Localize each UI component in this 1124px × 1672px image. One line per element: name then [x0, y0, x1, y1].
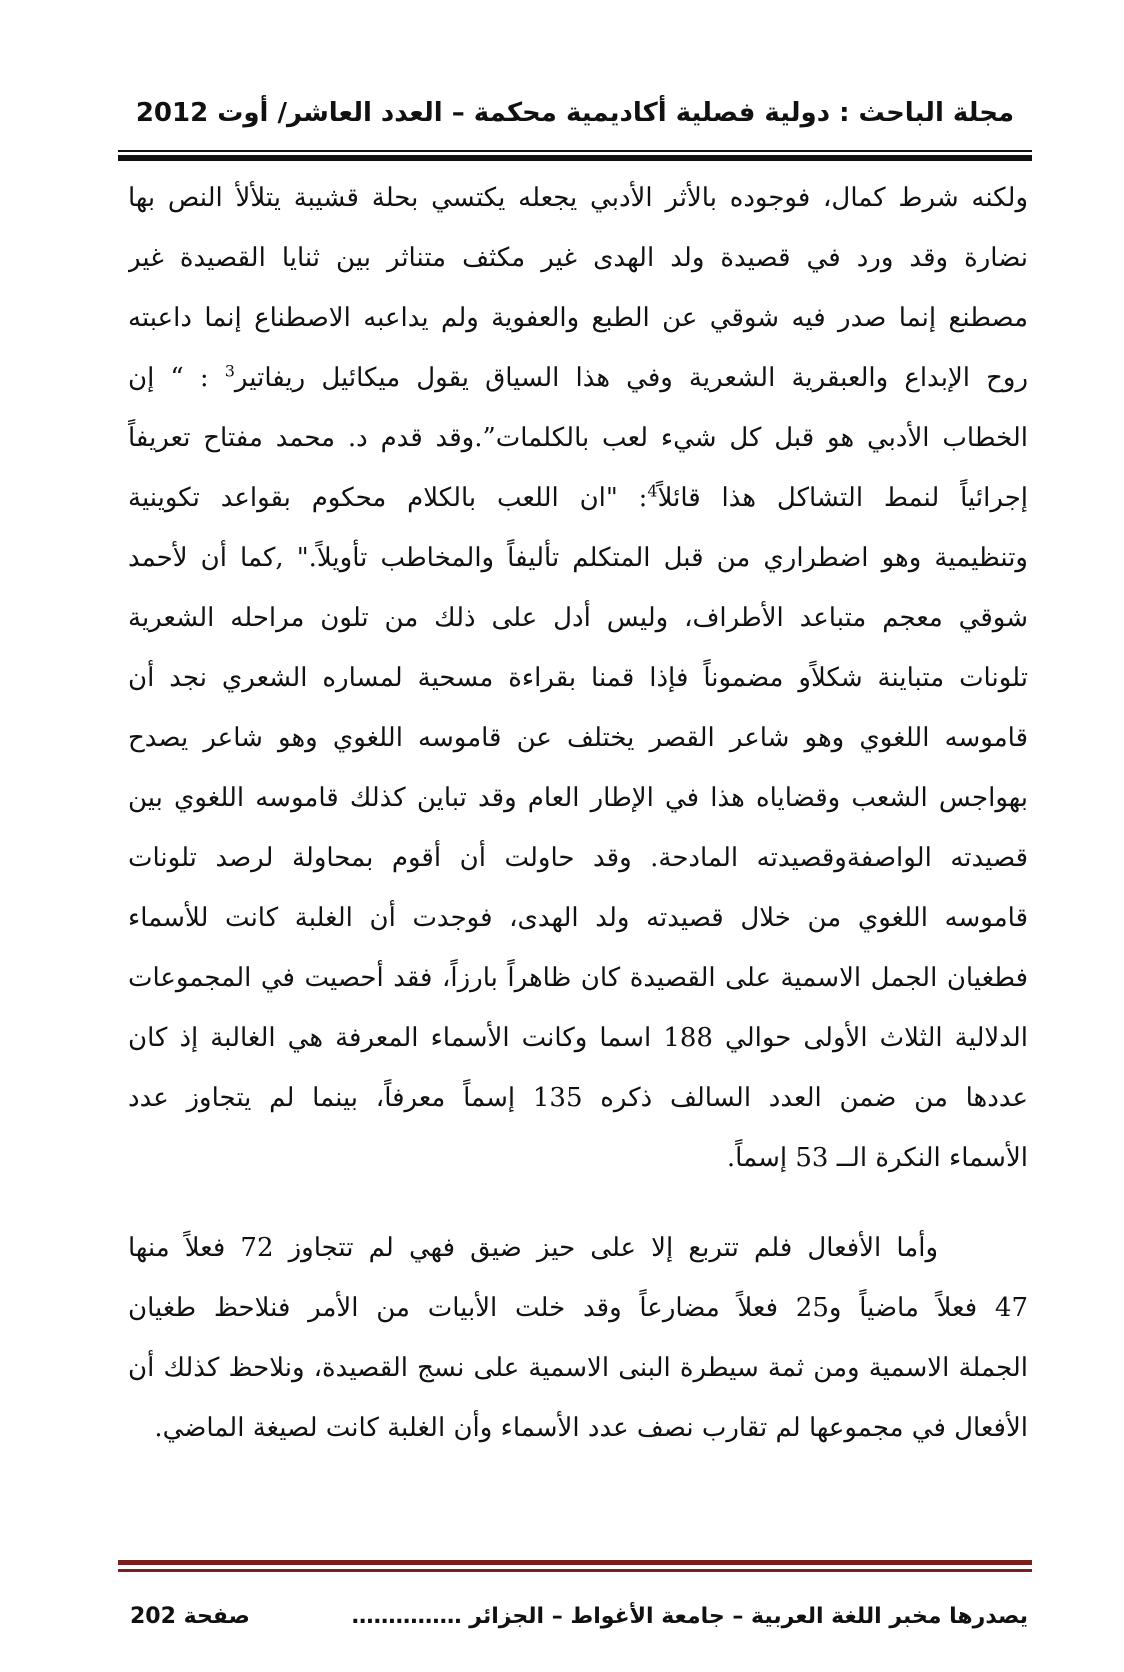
- text-line: بهواجس الشعب وقضاياه هذا في الإطار العام وقد تباين كذلك قاموسه اللغوي بين: [128, 783, 1028, 813]
- text-line: وتنظيمية وهو اضطراري من قبل المتكلم تأليفاً والمخاطب تأويلاً." ,كما أن لأحمد: [128, 543, 1028, 573]
- text-segment: : “ إن: [128, 363, 225, 393]
- text-line: الخطاب الأدبي هو قبل كل شيء لعب بالكلمات”.وقد قدم د. محمد مفتاح تعريفاً: [128, 423, 1028, 453]
- text-line: شوقي معجم متباعد الأطراف، وليس أدل على ذلك من تلون مراحله الشعرية: [128, 603, 1028, 633]
- text-line: قاموسه اللغوي من خلال قصيدته ولد الهدى، فوجدت أن الغلبة كانت للأسماء: [128, 903, 1028, 933]
- text-segment: : "ان اللعب بالكلام محكوم بقواعد تكوينية: [128, 483, 648, 513]
- text-line: الأفعال في مجموعها لم تقارب نصف عدد الأسماء وأن الغلبة كانت لصيغة الماضي.: [154, 1413, 1028, 1443]
- text-line: قصيدته الواصفةوقصيدته المادحة. وقد حاولت أن أقوم بمحاولة لرصد تلونات: [128, 843, 1028, 873]
- footnote-reference[interactable]: 3: [224, 361, 235, 381]
- text-line: وأما الأفعال فلم تتربع إلا على حيز ضيق فهي لم تتجاوز 72 فعلاً منها: [128, 1233, 938, 1263]
- footer-divider-thick: [118, 1560, 1032, 1565]
- header-divider-thin: [118, 150, 1032, 152]
- footer-page-number: صفحة 202: [130, 1604, 250, 1629]
- text-line: قاموسه اللغوي وهو شاعر القصر يختلف عن قاموسه اللغوي وهو شاعر يصدح: [128, 723, 1028, 753]
- text-line: فطغيان الجمل الاسمية على القصيدة كان ظاهراً بارزاً، فقد أحصيت في المجموعات: [128, 963, 1028, 993]
- text-line: الأسماء النكرة الــ 53 إسماً.: [726, 1143, 1028, 1173]
- text-line: تلونات متباينة شكلاًو مضموناً فإذا قمنا بقراءة مسحية لمساره الشعري نجد أن: [128, 663, 1028, 693]
- footer-divider-thin: [118, 1569, 1032, 1572]
- text-segment: إجرائياً لنمط التشاكل هذا قائلاً: [657, 483, 1028, 513]
- journal-header-title: مجلة الباحث : دولية فصلية أكاديمية محكمة – العدد العاشر/ أوت 2012: [135, 98, 1015, 128]
- text-line: الجملة الاسمية ومن ثمة سيطرة البنى الاسمية على نسج القصيدة، ونلاحظ كذلك أن: [128, 1353, 1028, 1383]
- article-body: [128, 168, 1028, 1458]
- text-line: الدلالية الثلاث الأولى حوالي 188 اسما وكانت الأسماء المعرفة هي الغالبة إذ كان: [128, 1023, 1028, 1053]
- text-line: مصطنع إنما صدر فيه شوقي عن الطبع والعفوية ولم يداعبه الاصطناع إنما داعبته: [128, 303, 1028, 333]
- text-line: نضارة وقد ورد في قصيدة ولد الهدى غير مكثف متناثر بين ثنايا القصيدة غير: [128, 243, 1028, 273]
- text-line: عددها من ضمن العدد السالف ذكره 135 إسماً معرفاً، بينما لم يتجاوز عدد: [128, 1083, 1028, 1113]
- paragraph-2: [128, 1218, 1028, 1458]
- paragraph-1: [128, 168, 1028, 1188]
- text-line: 47 فعلاً ماضياً و25 فعلاً مضارعاً وقد خلت الأبيات من الأمر فنلاحظ طغيان: [128, 1293, 1028, 1323]
- text-line: [128, 468, 1028, 528]
- header-divider-thick: [118, 155, 1032, 161]
- text-line: [128, 348, 1028, 408]
- text-segment: روح الإبداع والعبقرية الشعرية وفي هذا السياق يقول ميكائيل ريفاتير: [234, 363, 1028, 393]
- paragraph-gap: [128, 1188, 1028, 1218]
- text-line: ولكنه شرط كمال، فوجوده بالأثر الأدبي يجعله يكتسي بحلة قشيبة يتلألأ النص بها: [128, 183, 1028, 213]
- footer-publisher: يصدرها مخبر اللغة العربية – جامعة الأغواط – الجزائر ……………: [351, 1604, 1028, 1629]
- footnote-reference[interactable]: 4: [647, 481, 658, 501]
